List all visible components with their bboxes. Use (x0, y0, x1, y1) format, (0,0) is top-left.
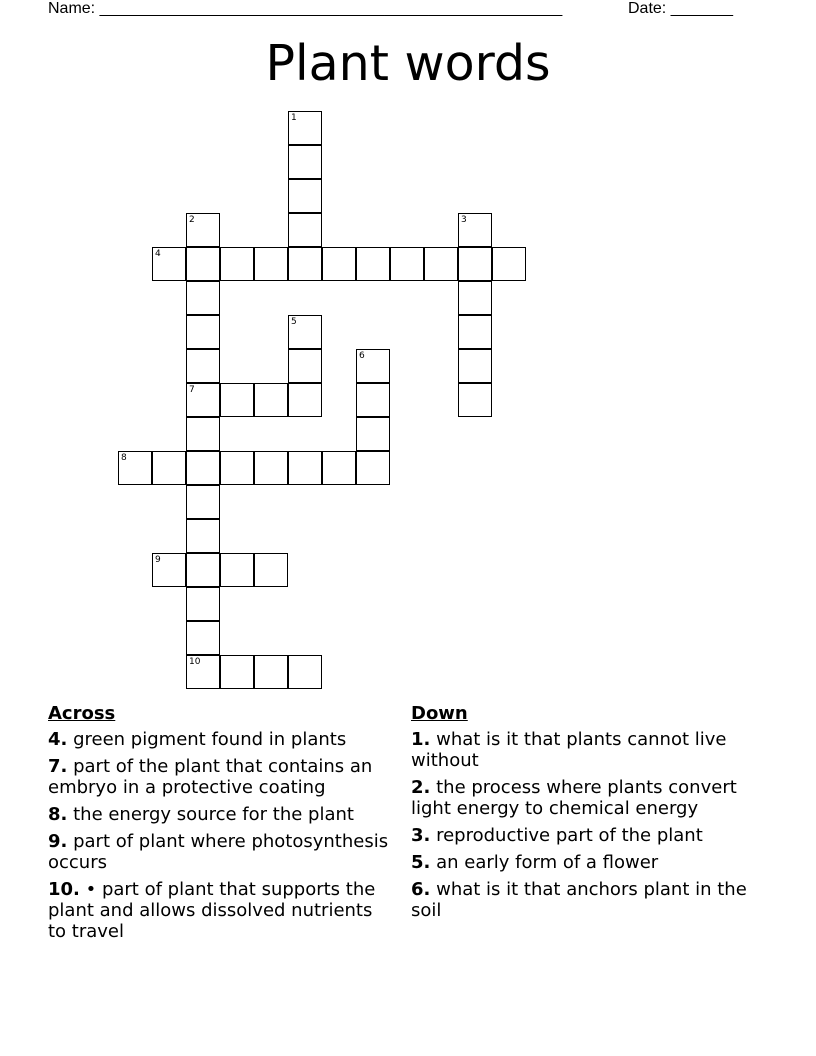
down-clue-3 (411, 825, 756, 846)
grid-cell[interactable] (288, 213, 322, 247)
cell-number: 6 (359, 351, 365, 361)
across-clue-10 (48, 879, 393, 942)
cell-number: 5 (291, 317, 297, 327)
grid-cell[interactable] (186, 349, 220, 383)
grid-cell[interactable] (220, 553, 254, 587)
grid-cell[interactable] (356, 383, 390, 417)
clue-text: reproductive part of the plant (430, 825, 703, 846)
grid-cell[interactable] (322, 247, 356, 281)
cell-number: 3 (461, 215, 467, 225)
grid-cell[interactable] (492, 247, 526, 281)
cell-number: 8 (121, 453, 127, 463)
grid-cell[interactable] (458, 281, 492, 315)
grid-cell[interactable] (254, 247, 288, 281)
clue-text: part of the plant that contains an embryo in a protective coating (48, 756, 373, 798)
grid-cell[interactable] (288, 145, 322, 179)
clue-number: 2. (411, 777, 431, 798)
grid-cell[interactable] (288, 349, 322, 383)
clue-number: 1. (411, 729, 431, 750)
cell-number: 9 (155, 555, 161, 565)
grid-cell[interactable] (186, 451, 220, 485)
grid-cell[interactable] (186, 485, 220, 519)
cell-number: 7 (189, 385, 195, 395)
cell-number: 10 (189, 657, 201, 667)
clue-number: 6. (411, 879, 431, 900)
clue-number: 9. (48, 831, 68, 852)
grid-cell[interactable] (458, 247, 492, 281)
clue-text: part of plant where photosynthesis occurs (48, 831, 389, 873)
grid-cell[interactable] (458, 315, 492, 349)
grid-cell[interactable] (186, 247, 220, 281)
grid-cell[interactable] (288, 247, 322, 281)
grid-cell[interactable] (458, 383, 492, 417)
clue-number: 8. (48, 804, 68, 825)
clue-text: what is it that plants cannot live without (411, 729, 727, 771)
grid-cell[interactable] (186, 587, 220, 621)
grid-cell[interactable] (118, 451, 152, 485)
cell-number: 4 (155, 249, 161, 259)
date-field-label[interactable]: Date: _______ (628, 0, 733, 17)
grid-cell[interactable] (288, 451, 322, 485)
page-title: Plant words (265, 35, 551, 92)
across-clue-7 (48, 756, 393, 798)
clue-number: 4. (48, 729, 68, 750)
clue-number: 10. (48, 879, 80, 900)
grid-cell[interactable] (152, 247, 186, 281)
clue-text: what is it that anchors plant in the soil (411, 879, 747, 921)
grid-cell[interactable] (288, 315, 322, 349)
grid-cell[interactable] (220, 247, 254, 281)
clue-text: the process where plants convert light energy to chemical energy (411, 777, 737, 819)
grid-cell[interactable] (390, 247, 424, 281)
grid-cell[interactable] (356, 417, 390, 451)
down-heading: Down (411, 703, 468, 724)
grid-cell[interactable] (322, 451, 356, 485)
clue-text: • part of plant that supports the plant and allows dissolved nutrients to travel (48, 879, 376, 942)
grid-cell[interactable] (152, 451, 186, 485)
grid-cell[interactable] (186, 655, 220, 689)
grid-cell[interactable] (220, 383, 254, 417)
name-field-label[interactable]: Name: ____________________________________________________ (48, 0, 563, 17)
grid-cell[interactable] (186, 383, 220, 417)
grid-cell[interactable] (356, 349, 390, 383)
down-clue-6 (411, 879, 756, 921)
across-heading: Across (48, 703, 116, 724)
grid-cell[interactable] (186, 281, 220, 315)
down-clue-5 (411, 852, 756, 873)
grid-cell[interactable] (254, 655, 288, 689)
grid-cell[interactable] (186, 519, 220, 553)
grid-cell[interactable] (186, 553, 220, 587)
down-clue-1 (411, 729, 756, 771)
grid-cell[interactable] (288, 655, 322, 689)
clue-number: 5. (411, 852, 431, 873)
grid-cell[interactable] (356, 247, 390, 281)
clue-text: the energy source for the plant (67, 804, 354, 825)
cell-number: 2 (189, 215, 195, 225)
grid-cell[interactable] (186, 621, 220, 655)
grid-cell[interactable] (186, 417, 220, 451)
across-clue-4 (48, 729, 393, 750)
grid-cell[interactable] (424, 247, 458, 281)
grid-cell[interactable] (254, 383, 288, 417)
across-clue-9 (48, 831, 393, 873)
down-clues (411, 703, 756, 927)
clue-text: an early form of a flower (430, 852, 659, 873)
grid-cell[interactable] (288, 383, 322, 417)
grid-cell[interactable] (220, 655, 254, 689)
grid-cell[interactable] (288, 111, 322, 145)
grid-cell[interactable] (186, 213, 220, 247)
grid-cell[interactable] (288, 179, 322, 213)
across-clue-8 (48, 804, 393, 825)
clue-text: green pigment found in plants (67, 729, 347, 750)
grid-cell[interactable] (254, 553, 288, 587)
grid-cell[interactable] (458, 349, 492, 383)
clue-number: 7. (48, 756, 68, 777)
clue-number: 3. (411, 825, 431, 846)
across-clues (48, 703, 393, 948)
grid-cell[interactable] (458, 213, 492, 247)
grid-cell[interactable] (356, 451, 390, 485)
grid-cell[interactable] (220, 451, 254, 485)
grid-cell[interactable] (152, 553, 186, 587)
down-clue-2 (411, 777, 756, 819)
cell-number: 1 (291, 113, 297, 123)
grid-cell[interactable] (254, 451, 288, 485)
grid-cell[interactable] (186, 315, 220, 349)
